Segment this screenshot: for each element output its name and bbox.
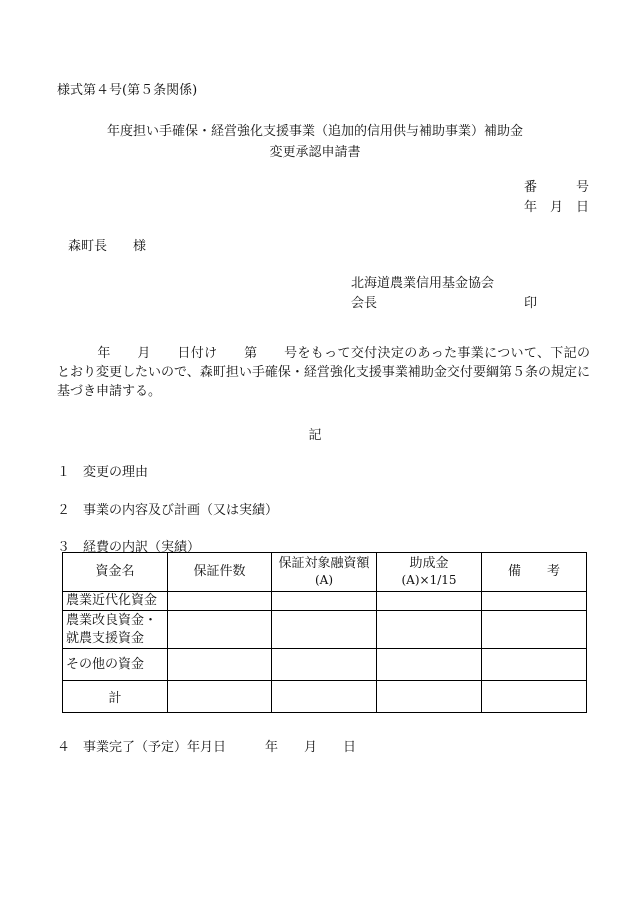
header-subsidy-line1: 助成金 [409, 556, 449, 571]
table-total-row [63, 681, 587, 713]
item-cost-breakdown: ３ 経費の内訳（実績） [57, 540, 201, 555]
applicant-organization: 北海道農業信用基金協会 [351, 276, 495, 291]
form-number: 様式第４号(第５条関係) [57, 83, 198, 98]
fund-name-cell [63, 611, 168, 649]
item-completion-date: ４ 事業完了（予定）年月日 年 月 日 [57, 740, 357, 755]
header-fund-name: 資金名 [63, 553, 168, 592]
item-change-reason: １ 変更の理由 [57, 465, 149, 480]
covered-financing-cell [272, 611, 377, 649]
body-paragraph-text: 年 月 日付け 第 号をもって交付決定のあった事業について、下記のとおり変更したいので、森町担い手確保・経営強化支援事業補助金交付要綱第５条の規定に基づき申請する。 [57, 346, 590, 399]
covered-financing-cell [272, 649, 377, 681]
table-row [63, 592, 587, 611]
covered-financing-total [272, 681, 377, 713]
fund-name-line1: 農業改良資金・ [66, 612, 158, 628]
subsidy-cell [377, 592, 482, 611]
remarks-cell [482, 592, 587, 611]
header-subsidy [377, 553, 482, 592]
header-covered-financing-line2: (A) [314, 573, 334, 587]
remarks-cell [482, 649, 587, 681]
table-row [63, 611, 587, 649]
seal-mark: 印 [524, 296, 538, 311]
subsidy-total [377, 681, 482, 713]
document-title-line1: 年度担い手確保・経営強化支援事業（追加的信用供与補助事業）補助金 [106, 124, 523, 139]
item-project-content: ２ 事業の内容及び計画（又は実績） [57, 503, 279, 518]
remarks-cell [482, 611, 587, 649]
date-label: 年 月 日 [524, 200, 590, 215]
header-subsidy-line2: (A)×1/15 [401, 573, 457, 587]
addressee: 森町長 様 [68, 239, 147, 254]
header-covered-financing-line1: 保証対象融資額 [278, 556, 370, 571]
table-header-row [63, 553, 587, 592]
guarantee-count-cell [168, 592, 272, 611]
header-guarantee-count: 保証件数 [168, 553, 272, 592]
subsidy-cell [377, 611, 482, 649]
ki-heading: 記 [308, 428, 322, 443]
covered-financing-cell [272, 592, 377, 611]
fund-name-cell: 農業近代化資金 [63, 592, 168, 611]
total-label: 計 [63, 681, 168, 713]
applicant-title: 会長 [351, 296, 378, 311]
body-paragraph [57, 344, 590, 401]
header-remarks: 備 考 [482, 553, 587, 592]
table-row [63, 649, 587, 681]
document-title-line2: 変更承認申請書 [269, 145, 361, 160]
remarks-total [482, 681, 587, 713]
subsidy-cell [377, 649, 482, 681]
cost-breakdown-table [62, 552, 587, 713]
fund-name-line2: 就農支援資金 [66, 630, 145, 646]
fund-name-cell: その他の資金 [63, 649, 168, 681]
guarantee-count-cell [168, 649, 272, 681]
guarantee-count-cell [168, 611, 272, 649]
guarantee-count-total [168, 681, 272, 713]
number-label: 番 号 [524, 180, 590, 195]
header-covered-financing [272, 553, 377, 592]
